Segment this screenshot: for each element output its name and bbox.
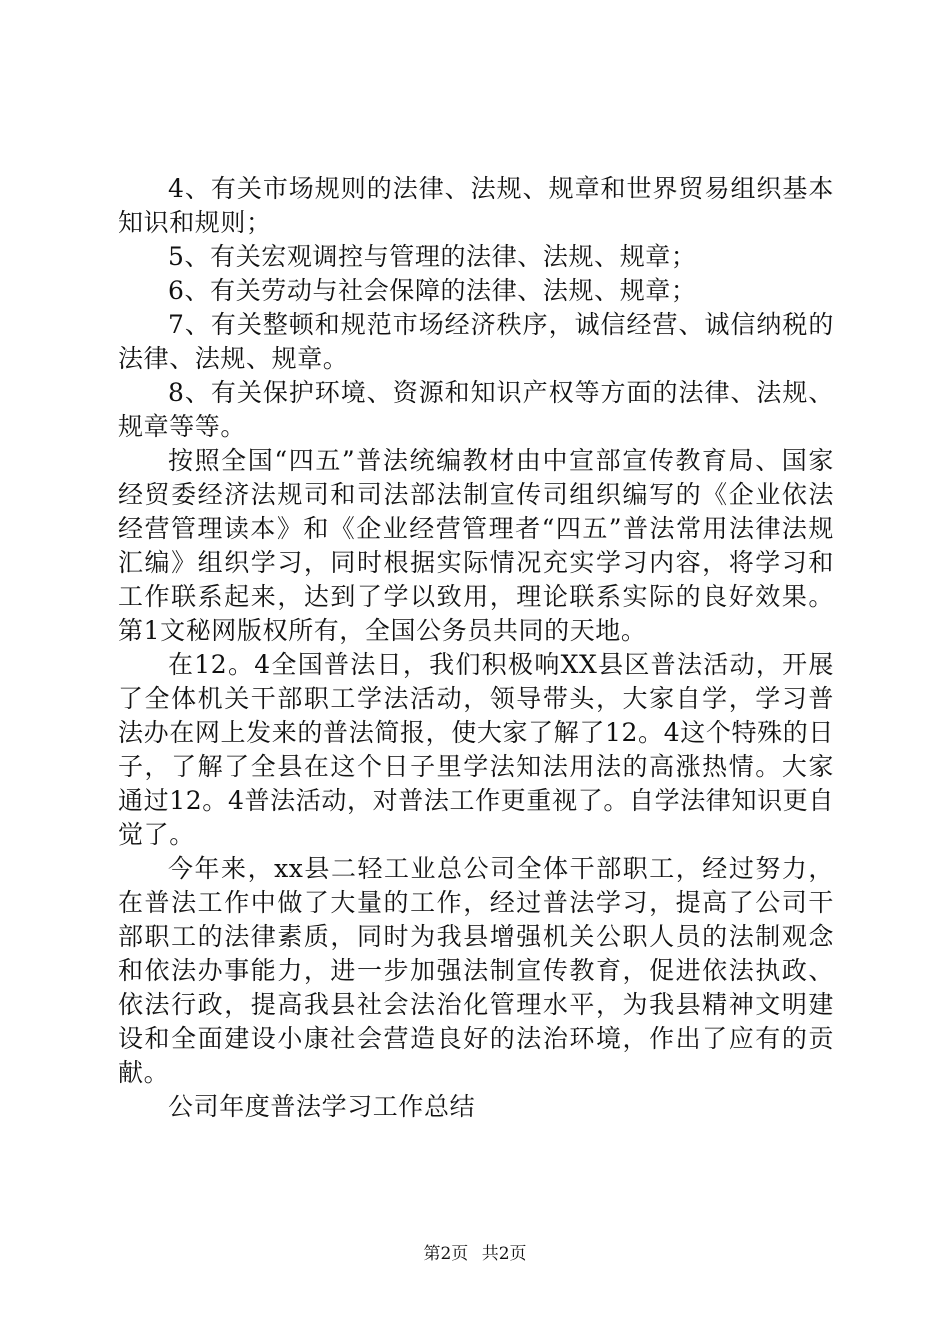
paragraph-study-materials: 按照全国“四五”普法统编教材由中宣部宣传教育局、国家经贸委经济法规司和司法部法制宣传司组织编写的《企业依法经营管理读本》和《企业经营管理者“四五”普法常用法律法规汇编》组织学习，同时根据实际情况充实学习内容，将学习和工作联系起来，达到了学以致用，理论联系实际的良好效果。第1文秘网版权所有，全国公务员共同的天地。 <box>118 446 834 645</box>
paragraph-item-6: 6、有关劳动与社会保障的法律、法规、规章； <box>168 276 697 305</box>
paragraph-legal-day: 在12。4全国普法日，我们积极响XX县区普法活动，开展了全体机关干部职工学法活动，领导带头，大家自学，学习普法办在网上发来的普法简报，使大家了解了12。4这个特殊的日子，了解了全县在这个日子里学法知法用法的高涨热情。大家通过12。4普法活动，对普法工作更重视了。自学法律知识更自觉了。 <box>118 650 834 849</box>
page-number-total: 共2页 <box>481 1244 527 1264</box>
paragraph-item-8: 8、有关保护环境、资源和知识产权等方面的法律、法规、规章等等。 <box>118 378 834 441</box>
page-number-current: 第2页 <box>423 1244 469 1264</box>
page-footer <box>0 1243 950 1265</box>
paragraph-closing-title: 公司年度普法学习工作总结 <box>168 1092 476 1121</box>
paragraph-item-5: 5、有关宏观调控与管理的法律、法规、规章； <box>168 242 697 271</box>
paragraph-item-4: 4、有关市场规则的法律、法规、规章和世界贸易组织基本知识和规则； <box>118 174 834 237</box>
document-body <box>118 172 834 1124</box>
paragraph-item-7: 7、有关整顿和规范市场经济秩序，诚信经营、诚信纳税的法律、法规、规章。 <box>118 310 834 373</box>
paragraph-summary: 今年来，xx县二轻工业总公司全体干部职工，经过努力，在普法工作中做了大量的工作，经过普法学习，提高了公司干部职工的法律素质，同时为我县增强机关公职人员的法制观念和依法办事能力，进一步加强法制宣传教育，促进依法执政、依法行政，提高我县社会法治化管理水平，为我县精神文明建设和全面建设小康社会营造良好的法治环境，作出了应有的贡献。 <box>118 854 834 1087</box>
